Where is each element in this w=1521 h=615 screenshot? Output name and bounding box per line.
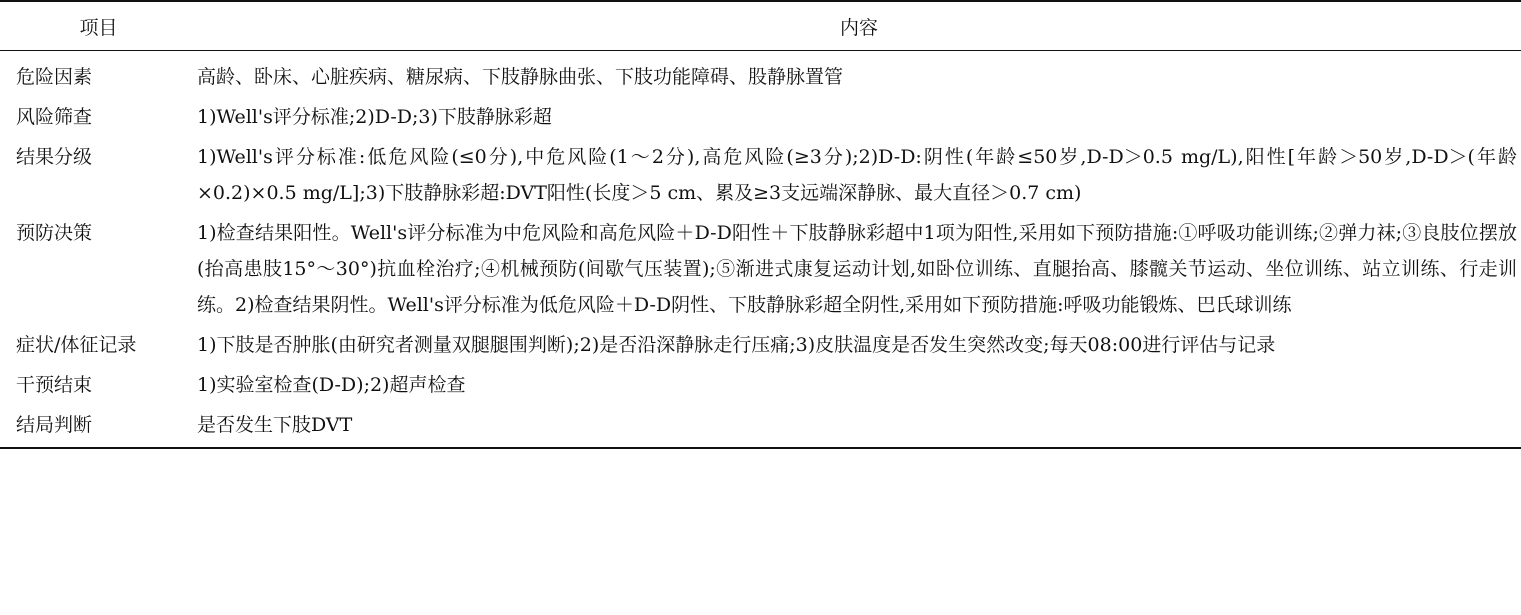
row-content-intervention-end: 1)实验室检查(D-D);2)超声检查 [197, 374, 466, 396]
header-row [0, 1, 1521, 51]
row-item-intervention-end: 干预结束 [16, 374, 93, 396]
row-item-prevention-decision: 预防决策 [16, 222, 93, 244]
row-item-outcome: 结局判断 [16, 414, 93, 436]
table-row [0, 325, 1521, 365]
table-row [0, 213, 1521, 325]
header-item: 项目 [79, 16, 118, 39]
table-row [0, 97, 1521, 137]
row-item-symptom-record: 症状/体征记录 [16, 334, 137, 356]
table-row [0, 405, 1521, 448]
row-item-result-grading: 结果分级 [16, 146, 93, 168]
table-row [0, 51, 1521, 98]
row-item-risk-factors: 危险因素 [16, 66, 93, 88]
row-content-risk-factors: 高龄、卧床、心脏疾病、糖尿病、下肢静脉曲张、下肢功能障碍、股静脉置管 [197, 66, 844, 88]
table-row [0, 365, 1521, 405]
row-item-risk-screening: 风险筛查 [16, 106, 93, 128]
row-content-risk-screening: 1)Well's评分标准;2)D-D;3)下肢静脉彩超 [197, 106, 552, 128]
header-content: 内容 [839, 16, 878, 39]
table-header [0, 1, 1521, 51]
table-row [0, 137, 1521, 213]
row-content-outcome: 是否发生下肢DVT [197, 414, 353, 436]
row-content-symptom-record: 1)下肢是否肿胀(由研究者测量双腿腿围判断);2)是否沿深静脉走行压痛;3)皮肤温度是否发生突然改变;每天08:00进行评估与记录 [197, 334, 1276, 356]
table-body [0, 51, 1521, 449]
row-content-prevention-decision: 1)检查结果阳性。Well's评分标准为中危风险和高危风险＋D-D阳性＋下肢静脉彩超中1项为阳性,采用如下预防措施:①呼吸功能训练;②弹力袜;③良肢位摆放(抬高患肢15°～30°)抗血栓治疗;④机械预防(间歇气压装置);⑤渐进式康复运动计划,如卧位训练、直腿抬高、膝髋关节运动、坐位训练、站立训练、行走训练。2)检查结果阴性。Well's评分标准为低危风险＋D-D阴性、下肢静脉彩超全阴性,采用如下预防措施:呼吸功能锻炼、巴氏球训练 [197, 222, 1517, 316]
row-content-result-grading: 1)Well's评分标准:低危风险(≤0分),中危风险(1～2分),高危风险(≥3分);2)D-D:阴性(年龄≤50岁,D-D＞0.5 mg/L),阳性[年龄＞50岁,D-D＞(年龄×0.2)×0.5 mg/L];3)下肢静脉彩超:DVT阳性(长度＞5 cm、累及≥3支远端深静脉、最大直径＞0.7 cm) [197, 146, 1517, 204]
